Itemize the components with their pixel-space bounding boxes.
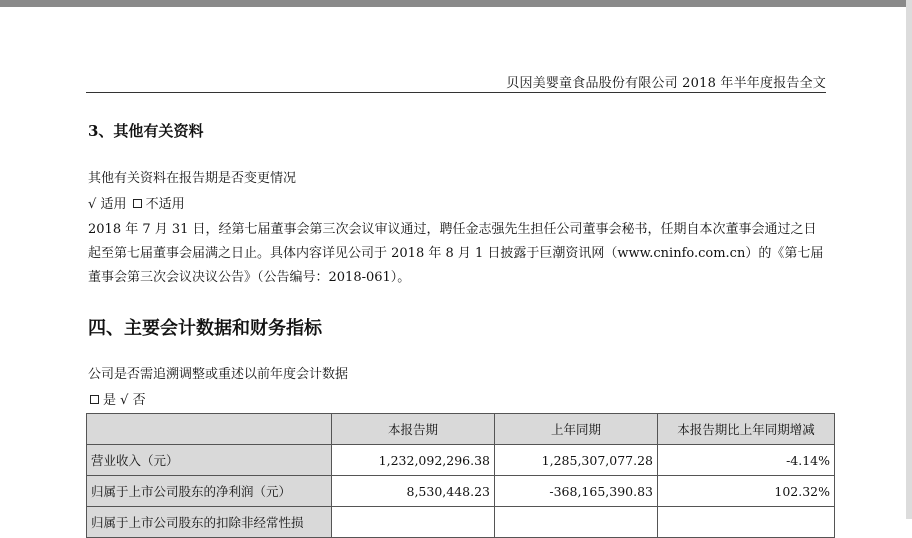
row-label: 营业收入（元）	[87, 445, 332, 476]
checkbox-icon	[133, 199, 142, 208]
table-header-cell	[87, 414, 332, 445]
section-heading-other-info: 3、其他有关资料	[88, 122, 204, 140]
cell-prior	[495, 507, 658, 538]
section-heading-financial: 四、主要会计数据和财务指标	[88, 318, 322, 339]
option-applicable-label: 适用	[100, 197, 127, 212]
table-header-cell: 本报告期	[332, 414, 495, 445]
other-info-question: 其他有关资料在报告期是否变更情况	[88, 171, 297, 186]
restatement-options	[88, 389, 146, 408]
table-row	[87, 507, 835, 538]
option-not-applicable-label: 不适用	[145, 197, 185, 212]
table-header-row	[87, 414, 835, 445]
financial-data-table	[86, 413, 835, 538]
option-yes-label: 是	[103, 393, 117, 408]
secretary-appointment-paragraph: 2018 年 7 月 31 日，经第七届董事会第三次会议审议通过，聘任金志强先生担任公司董事会秘书，任期自本次董事会通过之日起至第七届董事会届满之日止。具体内容详见公司于 2018 年 8 月 1 日披露于巨潮资讯网（www.cninfo.com.cn）的《第七届董事会第三次会议决议公告》（公告编号：2018-061）。	[88, 222, 824, 285]
row-label: 归属于上市公司股东的扣除非经常性损	[87, 507, 332, 538]
check-mark-icon: √	[88, 197, 97, 212]
cell-current: 8,530,448.23	[332, 476, 495, 507]
cell-change	[658, 507, 835, 538]
document-header: 贝因美婴童食品股份有限公司 2018 年半年度报告全文	[506, 76, 826, 91]
window-right-edge	[906, 0, 912, 519]
cell-current: 1,232,092,296.38	[332, 445, 495, 476]
checkbox-icon	[90, 395, 99, 404]
cell-change: 102.32%	[658, 476, 835, 507]
option-no-label: 否	[132, 393, 146, 408]
row-label: 归属于上市公司股东的净利润（元）	[87, 476, 332, 507]
cell-prior: 1,285,307,077.28	[495, 445, 658, 476]
cell-change: -4.14%	[658, 445, 835, 476]
window-top-border	[0, 0, 912, 7]
cell-prior: -368,165,390.83	[495, 476, 658, 507]
other-info-options	[88, 193, 185, 212]
table-header-cell: 上年同期	[495, 414, 658, 445]
table-row	[87, 476, 835, 507]
table-row	[87, 445, 835, 476]
header-rule	[86, 92, 826, 93]
table-header-cell: 本报告期比上年同期增减	[658, 414, 835, 445]
cell-current	[332, 507, 495, 538]
restatement-question: 公司是否需追溯调整或重述以前年度会计数据	[88, 367, 349, 382]
check-mark-icon: √	[120, 393, 129, 408]
